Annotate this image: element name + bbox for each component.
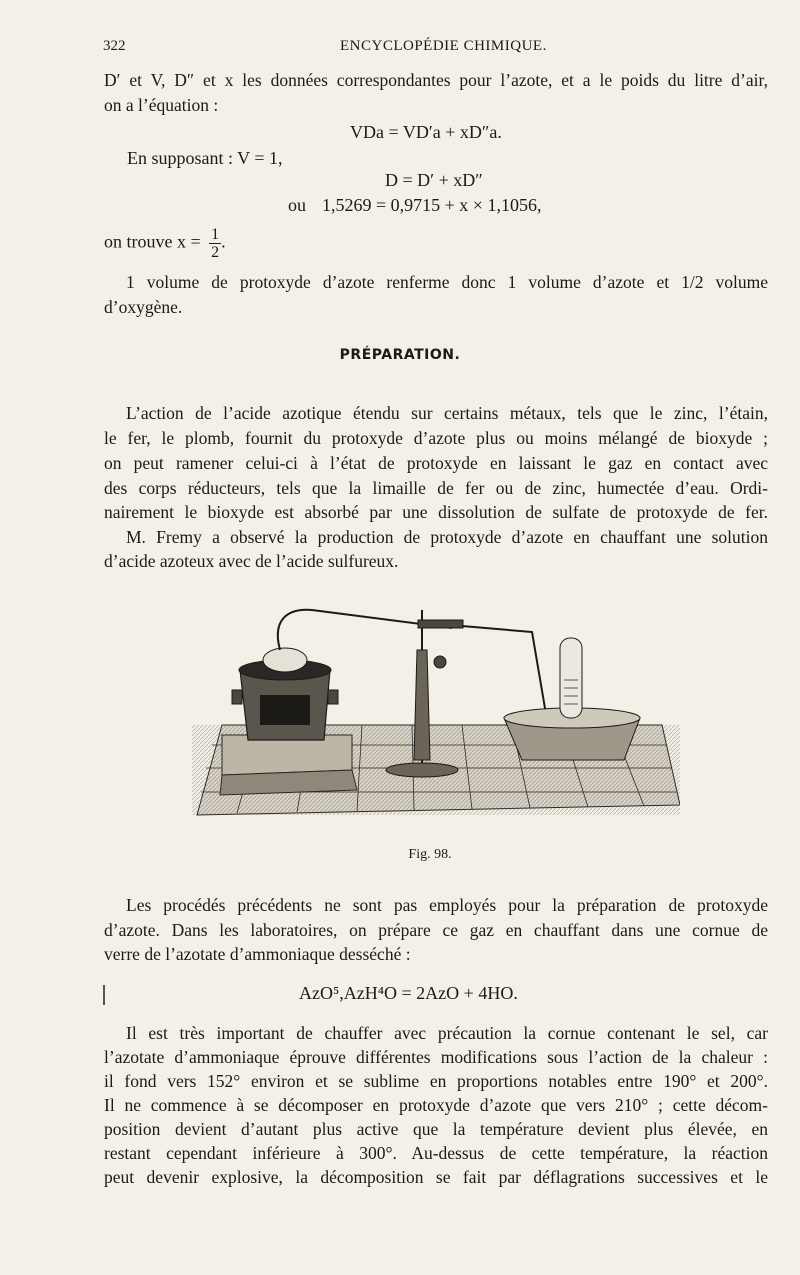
para1-line-4: des corps réducteurs, tels que la limaille de fer ou de zinc, humectée d’eau. Ordi- [104, 478, 768, 498]
intro-line-1: D′ et V, D″ et x les données correspondantes pour l’azote, et a le poids du litre d’air, [104, 70, 768, 90]
page-number: 322 [103, 38, 126, 54]
para4-line-1: Il est très important de chauffer avec précaution la cornue contenant le sel, car [126, 1023, 768, 1043]
para4-line-5: position devient d’autant plus active que la température devient plus élevée, en [104, 1119, 768, 1139]
ou-word: ou [288, 195, 306, 215]
margin-mark [103, 985, 105, 1005]
running-header [103, 38, 770, 58]
reaction-equation: AzO⁵,AzH⁴O = 2AzO + 4HO. [299, 983, 518, 1003]
running-title: ENCYCLOPÉDIE CHIMIQUE. [340, 38, 547, 54]
para4-line-6: restant cependant inférieure à 300°. Au-dessus de cette température, la réaction [104, 1143, 768, 1163]
supposing-line: En supposant : V = 1, [127, 148, 283, 168]
figure-caption: Fig. 98. [408, 847, 452, 862]
para1-line-2: le fer, le plomb, fournit du protoxyde d’azote plus ou moins mélangé de bioxyde ; [104, 428, 768, 448]
para1-line-3: on peut ramener celui-ci à l’état de protoxyde en laissant le gaz en contact avec [104, 453, 768, 473]
apparatus-illustration [192, 600, 680, 835]
para4-line-2: l’azotate d’ammoniaque éprouve différentes modifications sous l’action de la chaleur : [104, 1047, 768, 1067]
equation-3: 1,5269 = 0,9715 + x × 1,1056, [322, 195, 542, 215]
result-period: . [221, 231, 226, 252]
intro-line-2: on a l’équation : [104, 95, 219, 115]
equation-2: D = D′ + xD″ [385, 170, 483, 190]
para3-line-3: verre de l’azotate d’ammoniaque desséché : [104, 944, 411, 964]
fraction-denominator: 2 [211, 244, 220, 261]
para2-line-2: d’acide azoteux avec de l’acide sulfureux. [104, 551, 399, 571]
result-text: on trouve x = [104, 231, 201, 252]
para4-line-4: Il ne commence à se décomposer en protoxyde d’azote que vers 210° ; cette décom- [104, 1095, 768, 1115]
result-line [104, 226, 226, 261]
para3-line-2: d’azote. Dans les laboratoires, on prépare ce gaz en chauffant dans une cornue de [104, 920, 768, 940]
para1-line-1: L’action de l’acide azotique étendu sur certains métaux, tels que le zinc, l’étain, [126, 403, 768, 423]
para2-line-1: M. Fremy a observé la production de protoxyde d’azote en chauffant une solution [126, 527, 768, 547]
equation-1: VDa = VD′a + xD″a. [350, 122, 502, 142]
para1-line-5: nairement le bioxyde est absorbé par une dissolution de sulfate de protoxyde de fer. [104, 502, 768, 522]
fraction-one-half [209, 226, 221, 261]
section-heading: PRÉPARATION. [339, 347, 461, 363]
conclusion-line-1: 1 volume de protoxyde d’azote renferme donc 1 volume d’azote et 1/2 volume [126, 272, 768, 292]
para3-line-1: Les procédés précédents ne sont pas employés pour la préparation de protoxyde [126, 895, 768, 915]
para4-line-3: il fond vers 152° environ et se sublime en proportions notables entre 190° et 200°. [104, 1071, 768, 1091]
para4-line-7: peut devenir explosive, la décomposition se fait par déflagrations successives et le [104, 1167, 768, 1187]
fraction-numerator: 1 [211, 226, 220, 243]
conclusion-line-2: d’oxygène. [104, 297, 183, 317]
